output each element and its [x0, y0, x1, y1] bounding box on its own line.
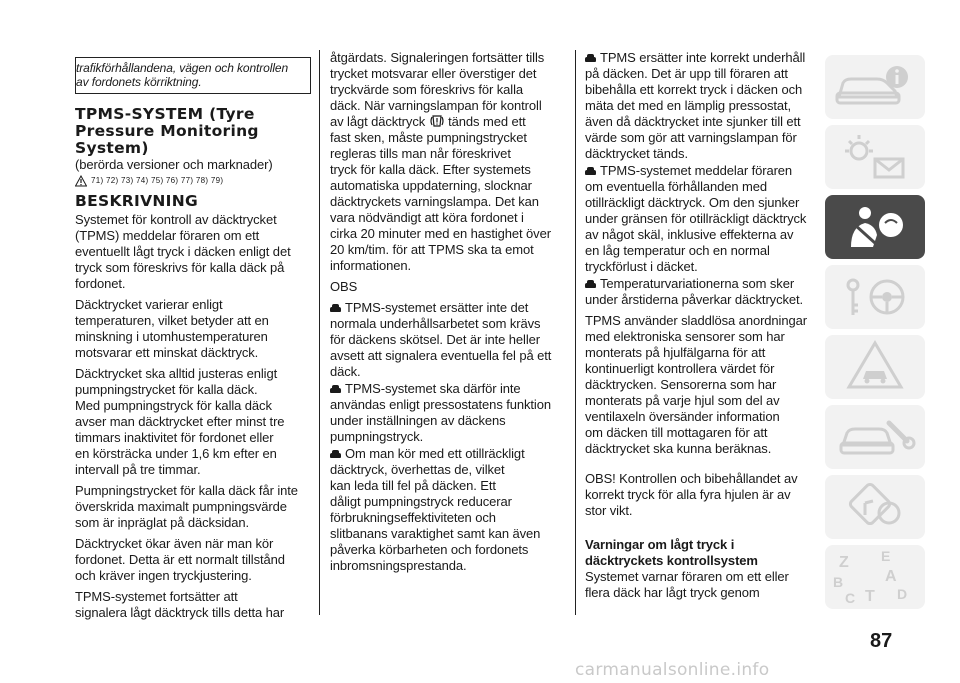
paragraph: Systemet för kontroll av däcktrycket (TPMS) meddelar föraren om ett eventuellt lågt tryck i däcken enligt det tryck som föreskrivs för kalla däck på fordonet. [75, 212, 291, 291]
column-3 [585, 50, 820, 606]
note-line: trafikförhållandena, vägen och kontrollen [76, 61, 289, 75]
obs-label: OBS [330, 279, 358, 294]
bullet-paragraph: TPMS-systemet ska därför inte användas enligt pressostatens funktion under inställningen av däckens pumpningstryck. [330, 381, 551, 444]
warning-light-envelope-icon [825, 125, 925, 189]
alphabetical-index-icon [825, 545, 925, 609]
paragraph: Pumpningstrycket för kalla däck får inte överskrida maximalt pumpningsvärde som är inpräglat på däcksidan. [75, 483, 298, 530]
subheading: Varningar om lågt tryck i däcktryckets kontrollsystem [585, 537, 758, 568]
tile-maintenance[interactable] [825, 405, 925, 469]
index-letter: A [885, 568, 897, 585]
paragraph: Däcktrycket varierar enligt temperaturen, vilket betyder att en minskning i utomhustemperaturen motsvarar ett minskat däcktryck. [75, 297, 269, 360]
warning-triangle-icon [75, 175, 87, 187]
bullet-paragraph: TPMS-systemet meddelar föraren om eventuella förhållanden med otillräckligt däcktryck. Om den sjunker under gränsen för otillräckligt däcktryck av något skäl, inklusive effekterna av en låg temperatur och en normal tryckförlust i däcket. [585, 163, 807, 274]
model-codes-row [75, 175, 310, 187]
car-bullet-icon [585, 167, 596, 175]
paragraph: OBS! Kontrollen och bibehållandet av korrekt tryck för alla fyra hjulen är av stor vikt. [585, 471, 798, 518]
versions-note: (berörda versioner och marknader) [75, 157, 273, 172]
tile-starting-driving[interactable] [825, 265, 925, 329]
tile-lights-messages[interactable] [825, 125, 925, 189]
index-letter: Z [839, 554, 849, 571]
index-letter: D [897, 586, 908, 602]
paragraph: Systemet varnar föraren om ett eller flera däck har lågt tryck genom [585, 569, 789, 600]
index-letter: B [833, 574, 844, 590]
section-heading: BESKRIVNING [75, 192, 199, 210]
tile-multimedia[interactable] [825, 475, 925, 539]
model-codes: 71) 72) 73) 74) 75) 76) 77) 78) 79) [91, 176, 224, 185]
paragraph: TPMS använder sladdlösa anordningar med elektroniska sensorer som har monterats på hjulfälgarna för att kontinuerligt kontrollera värdet för däcktrycken. Sensorerna som har monterats på varje hjul som del av ventilaxeln översänder information om däcken till mottagaren för att däcktrycket ska kunna beräknas. [585, 313, 807, 456]
watermark: carmanualsonline.info [575, 660, 770, 680]
car-info-icon [825, 55, 925, 119]
car-bullet-icon [585, 54, 596, 62]
car-wrench-icon [825, 405, 925, 469]
tile-emergency[interactable] [825, 335, 925, 399]
emergency-triangle-icon [825, 335, 925, 399]
section-title: TPMS-SYSTEM (Tyre Pressure Monitoring System) [75, 105, 259, 157]
index-letter: T [865, 588, 875, 605]
index-letter: C [845, 590, 856, 606]
paragraph: åtgärdats. Signaleringen fortsätter tills trycket motsvarar eller överstiger det tryckvärde som föreskrivs för kalla däck. När varningslampan för kontroll av lågt däcktryck tänds med ett fast sken, måste pumpningstrycket regleras tills man når föreskrivet tryck för kalla däck. Efter systemets automatiska uppdaterning, slocknar däcktryckets varningslampa. Det kan vara nödvändigt att köra fordonet i cirka 20 minuter med en hastighet över 20 km/tim. för att TPMS ska ta emot informationen. [330, 50, 551, 273]
bullet-paragraph: Temperaturvariationerna som sker under årstiderna påverkar däcktrycket. [585, 276, 804, 307]
paragraph: Däcktrycket ökar även när man kör fordonet. Detta är ett normalt tillstånd och kräver ingen tryckjustering. [75, 536, 285, 583]
tile-index[interactable] [825, 545, 925, 609]
bullet-paragraph: Om man kör med ett otillräckligt däcktryck, överhettas de, vilket kan leda till fel på däcken. Ett dåligt pumpningstryck reducerar förbrukningseffektiviteten och slitbanans varaktighet samt kan även påverka körbarheten och fordonets inbromsningsprestanda. [330, 446, 541, 573]
car-bullet-icon [330, 304, 341, 312]
bullet-paragraph: TPMS ersätter inte korrekt underhåll på däcken. Det är upp till föraren att bibehålla ett korrekt tryck i däcken och mäta det med en lämplig pressostat, även då däcktrycket inte sjunker till ett värde som gör att varningslampan för däcktrycket tänds. [585, 50, 806, 161]
key-steering-wheel-icon [825, 265, 925, 329]
column-2 [330, 50, 560, 579]
column-divider-1 [319, 50, 320, 615]
tile-safety[interactable] [825, 195, 925, 259]
note-line: av fordonets körriktning. [76, 75, 202, 89]
multimedia-icon [825, 475, 925, 539]
page-number: 87 [870, 630, 893, 652]
car-bullet-icon [330, 450, 341, 458]
paragraph: Däcktrycket ska alltid justeras enligt pumpningstrycket för kalla däck. Med pumpningstryck för kalla däck avser man däcktrycket efter minst tre timmars inaktivitet för fordonet eller en körsträcka under 1,6 km efter en intervall på tre timmar. [75, 366, 285, 477]
tpms-warning-icon [429, 114, 445, 128]
bullet-paragraph: TPMS-systemet ersätter inte det normala underhållsarbetet som krävs för däckens skötsel. Det är inte heller avsett att signalera eventuella fel på ett däck. [330, 300, 552, 379]
column-1 [75, 57, 310, 626]
tile-dashboard-info[interactable] [825, 55, 925, 119]
column-divider-2 [575, 50, 576, 615]
car-bullet-icon [330, 385, 341, 393]
paragraph: TPMS-systemet fortsätter att signalera lågt däcktryck tills detta har [75, 589, 285, 620]
car-bullet-icon [585, 280, 596, 288]
seatbelt-airbag-icon [825, 195, 925, 259]
index-letter: E [881, 548, 891, 564]
note-box [75, 57, 311, 94]
